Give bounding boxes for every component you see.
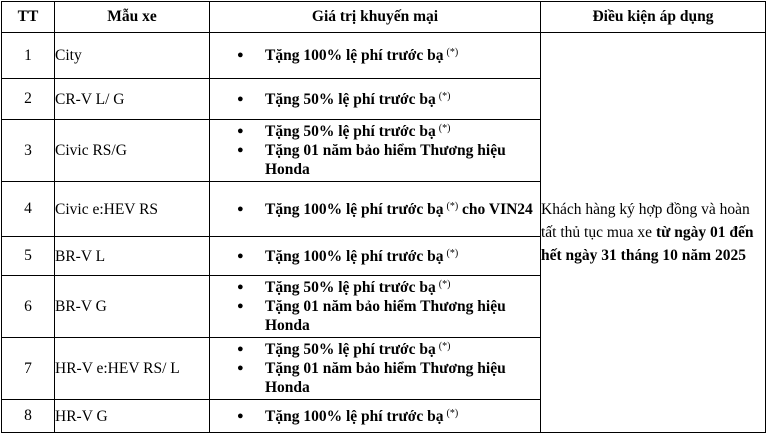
promotion-item [250, 278, 540, 297]
promotion-cell [210, 338, 541, 400]
promotion-list [210, 340, 540, 397]
condition-date-range: từ ngày 01 đến hết ngày 31 tháng 10 năm 2025 [541, 224, 754, 264]
promotion-list [210, 200, 540, 219]
promotion-table [1, 1, 766, 433]
footnote-marker: (*) [446, 247, 459, 259]
promotion-item [250, 46, 540, 65]
promotion-item [250, 200, 540, 219]
model-name: HR-V e:HEV RS/ L [55, 338, 210, 400]
footnote-marker: (*) [438, 279, 451, 290]
promotion-item [250, 141, 540, 179]
header-row [2, 2, 766, 33]
promotion-item [250, 247, 540, 266]
table-row [2, 33, 766, 79]
promotion-item [250, 340, 540, 359]
promotion-list [210, 90, 540, 109]
footnote-marker: (*) [438, 341, 451, 352]
promotion-list [210, 247, 540, 266]
footnote-marker: (*) [438, 123, 451, 134]
row-number: 8 [2, 400, 55, 433]
promotion-list [210, 278, 540, 335]
promotion-text: Tặng 50% lệ phí trước bạ [265, 341, 436, 358]
promotion-cell [210, 237, 541, 276]
header-condition: Điều kiện áp dụng [541, 2, 766, 33]
promotion-list [210, 407, 540, 426]
model-name: City [55, 33, 210, 79]
promotion-text: Tặng 100% lệ phí trước bạ [265, 47, 444, 64]
condition-text: Khách hàng ký hợp đồng và hoàn tất thủ tục mua xe [541, 201, 750, 241]
row-number: 1 [2, 33, 55, 79]
table-body [2, 33, 766, 433]
promotion-text: Tặng 100% lệ phí trước bạ [265, 200, 444, 218]
condition-cell [541, 33, 766, 433]
promotion-list [210, 122, 540, 179]
promotion-item [250, 359, 540, 397]
promotion-text: Tặng 100% lệ phí trước bạ [265, 247, 444, 265]
promotion-cell [210, 400, 541, 433]
row-number: 7 [2, 338, 55, 400]
header-tt: TT [2, 2, 55, 33]
header-model: Mẫu xe [55, 2, 210, 33]
model-name: BR-V G [55, 276, 210, 338]
promotion-text: Tặng 50% lệ phí trước bạ [265, 279, 436, 296]
promotion-item [250, 90, 540, 109]
promotion-cell [210, 182, 541, 237]
promotion-text: Tặng 100% lệ phí trước bạ [265, 407, 444, 425]
footnote-marker: (*) [446, 47, 459, 58]
promotion-text: Tặng 50% lệ phí trước bạ [265, 123, 436, 140]
promotion-item [250, 297, 540, 335]
footnote-marker: (*) [446, 407, 459, 419]
promotion-text: Tặng 01 năm bảo hiểm Thương hiệu Honda [265, 360, 506, 396]
promotion-text: Tặng 01 năm bảo hiểm Thương hiệu Honda [265, 142, 506, 178]
promotion-cell [210, 120, 541, 182]
header-promo: Giá trị khuyến mại [210, 2, 541, 33]
promotion-cell [210, 33, 541, 79]
footnote-marker: (*) [446, 200, 459, 212]
row-number: 2 [2, 79, 55, 120]
promotion-text-suffix: cho VIN24 [458, 200, 533, 218]
model-name: Civic e:HEV RS [55, 182, 210, 237]
row-number: 5 [2, 237, 55, 276]
model-name: Civic RS/G [55, 120, 210, 182]
promotion-list [210, 46, 540, 65]
promotion-text: Tặng 01 năm bảo hiểm Thương hiệu Honda [265, 298, 506, 334]
row-number: 6 [2, 276, 55, 338]
promotion-item [250, 122, 540, 141]
model-name: BR-V L [55, 237, 210, 276]
model-name: HR-V G [55, 400, 210, 433]
model-name: CR-V L/ G [55, 79, 210, 120]
promotion-cell [210, 79, 541, 120]
row-number: 4 [2, 182, 55, 237]
promotion-item [250, 407, 540, 426]
promotion-cell [210, 276, 541, 338]
footnote-marker: (*) [438, 90, 451, 102]
row-number: 3 [2, 120, 55, 182]
promotion-text: Tặng 50% lệ phí trước bạ [265, 90, 436, 108]
